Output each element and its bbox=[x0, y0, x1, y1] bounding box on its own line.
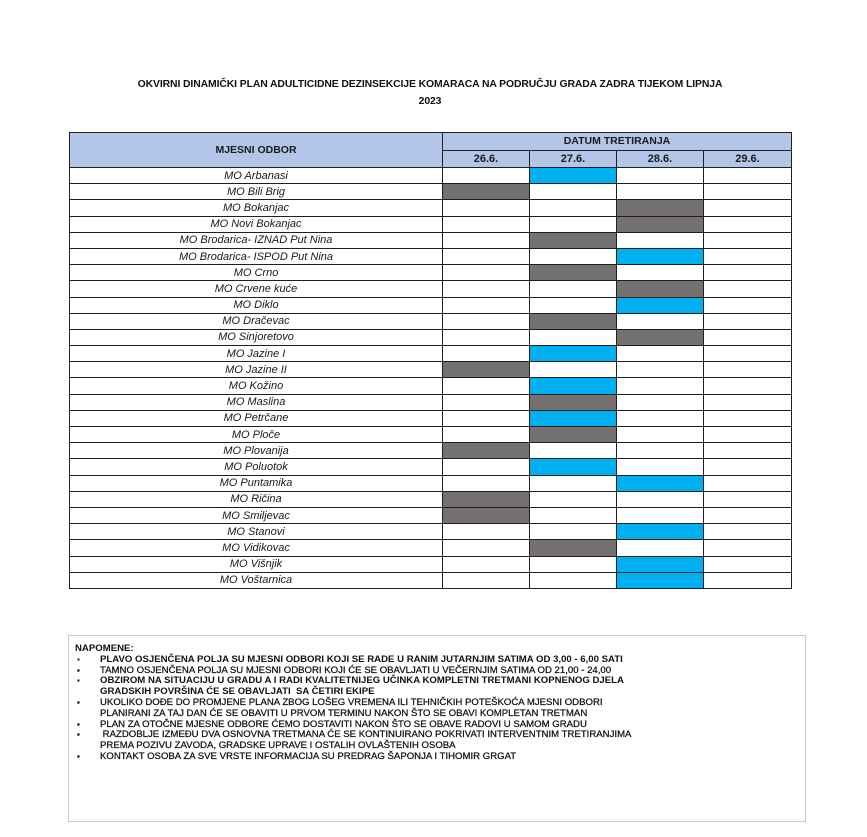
treatment-cell-empty bbox=[443, 378, 530, 394]
treatment-cell-empty bbox=[704, 410, 792, 426]
table-row bbox=[70, 200, 792, 216]
treatment-cell-empty bbox=[443, 248, 530, 264]
treatment-cell-evening bbox=[443, 507, 530, 523]
mjesni-odbor-name: MO Brodarica- ISPOD Put Nina bbox=[70, 248, 443, 264]
table-row bbox=[70, 329, 792, 345]
treatment-cell-empty bbox=[530, 524, 617, 540]
treatment-cell-empty bbox=[617, 168, 704, 184]
note-item bbox=[75, 655, 805, 666]
note-line: KONTAKT OSOBA ZA SVE VRSTE INFORMACIJA SU PREDRAG ŠAPONJA I TIHOMIR GRGAT bbox=[100, 750, 517, 762]
treatment-cell-empty bbox=[530, 329, 617, 345]
treatment-cell-empty bbox=[530, 491, 617, 507]
header-mjesni-odbor: MJESNI ODBOR bbox=[70, 133, 443, 168]
mjesni-odbor-name: MO Vidikovac bbox=[70, 540, 443, 556]
treatment-cell-empty bbox=[704, 491, 792, 507]
header-date: 29.6. bbox=[704, 150, 792, 168]
treatment-cell-morning bbox=[530, 168, 617, 184]
mjesni-odbor-name: MO Arbanasi bbox=[70, 168, 443, 184]
header-date: 28.6. bbox=[617, 150, 704, 168]
treatment-cell-morning bbox=[617, 556, 704, 572]
table-row bbox=[70, 443, 792, 459]
note-item bbox=[75, 730, 805, 752]
treatment-cell-morning bbox=[617, 248, 704, 264]
treatment-cell-evening bbox=[617, 200, 704, 216]
mjesni-odbor-name: MO Kožino bbox=[70, 378, 443, 394]
note-line: RAZDOBLJE IZMEĐU DVA OSNOVNA TRETMANA ĆE SE KONTINUIRANO POKRIVATI INTERVENTNIM TRETIRANJIMA bbox=[100, 729, 632, 741]
table-row bbox=[70, 265, 792, 281]
notes-list bbox=[75, 655, 805, 763]
treatment-cell-morning bbox=[530, 346, 617, 362]
treatment-cell-empty bbox=[443, 475, 530, 491]
treatment-cell-morning bbox=[617, 572, 704, 588]
note-line: OBZIROM NA SITUACIJU U GRADU A I RADI KVALITETNIJEG UČINKA KOMPLETNI TRETMANI KOPNENOG DJELA bbox=[100, 675, 624, 687]
mjesni-odbor-name: MO Petrčane bbox=[70, 410, 443, 426]
note-line: PLANIRANI ZA TAJ DAN ĆE SE OBAVITI U PRVOM TERMINU NAKON ŠTO SE OBAVI KOMPLETAN TRETMAN bbox=[100, 707, 588, 719]
treatment-cell-empty bbox=[704, 281, 792, 297]
treatment-cell-empty bbox=[704, 459, 792, 475]
treatment-cell-empty bbox=[530, 507, 617, 523]
treatment-cell-morning bbox=[617, 297, 704, 313]
treatment-cell-empty bbox=[704, 265, 792, 281]
treatment-cell-empty bbox=[704, 168, 792, 184]
mjesni-odbor-name: MO Višnjik bbox=[70, 556, 443, 572]
treatment-cell-empty bbox=[704, 362, 792, 378]
treatment-cell-empty bbox=[443, 313, 530, 329]
treatment-cell-empty bbox=[617, 491, 704, 507]
treatment-cell-empty bbox=[617, 427, 704, 443]
mjesni-odbor-name: MO Diklo bbox=[70, 297, 443, 313]
treatment-cell-empty bbox=[443, 168, 530, 184]
note-line: TAMNO OSJENČENA POLJA SU MJESNI ODBORI KOJI ĆE SE OBAVLJATI U VEČERNJIM SATIMA OD 21,00 - 24,00 bbox=[100, 664, 612, 676]
treatment-cell-evening bbox=[530, 540, 617, 556]
header-date: 27.6. bbox=[530, 150, 617, 168]
treatment-cell-empty bbox=[443, 394, 530, 410]
bullet-icon: ▪ bbox=[77, 730, 80, 740]
treatment-cell-empty bbox=[617, 410, 704, 426]
bullet-icon: ▪ bbox=[77, 654, 80, 664]
treatment-cell-evening bbox=[443, 443, 530, 459]
treatment-cell-empty bbox=[704, 232, 792, 248]
treatment-cell-empty bbox=[617, 232, 704, 248]
mjesni-odbor-name: MO Ričina bbox=[70, 491, 443, 507]
mjesni-odbor-name: MO Crno bbox=[70, 265, 443, 281]
treatment-cell-empty bbox=[704, 329, 792, 345]
notes-box bbox=[68, 635, 806, 822]
table-row bbox=[70, 410, 792, 426]
treatment-cell-morning bbox=[617, 475, 704, 491]
bullet-icon: ▪ bbox=[77, 665, 80, 675]
mjesni-odbor-name: MO Brodarica- IZNAD Put Nina bbox=[70, 232, 443, 248]
table-row bbox=[70, 491, 792, 507]
treatment-cell-evening bbox=[617, 329, 704, 345]
note-line: GRADSKIH POVRŠINA ĆE SE OBAVLJATI SA ČETIRI EKIPE bbox=[100, 686, 375, 698]
table-row bbox=[70, 281, 792, 297]
mjesni-odbor-name: MO Voštarnica bbox=[70, 572, 443, 588]
treatment-cell-empty bbox=[704, 540, 792, 556]
treatment-cell-empty bbox=[704, 297, 792, 313]
treatment-cell-empty bbox=[443, 329, 530, 345]
treatment-cell-evening bbox=[530, 394, 617, 410]
treatment-cell-empty bbox=[704, 427, 792, 443]
note-line: PREMA POZIVU ZAVODA, GRADSKE UPRAVE I OSTALIH OVLAŠTENIH OSOBA bbox=[100, 740, 456, 752]
mjesni-odbor-name: MO Stanovi bbox=[70, 524, 443, 540]
treatment-cell-empty bbox=[617, 394, 704, 410]
table-row bbox=[70, 184, 792, 200]
treatment-cell-empty bbox=[617, 459, 704, 475]
table-row bbox=[70, 524, 792, 540]
table-row bbox=[70, 297, 792, 313]
treatment-cell-empty bbox=[617, 184, 704, 200]
note-item bbox=[75, 752, 805, 763]
treatment-cell-empty bbox=[704, 346, 792, 362]
table-row bbox=[70, 362, 792, 378]
treatment-cell-empty bbox=[704, 216, 792, 232]
treatment-cell-evening bbox=[443, 362, 530, 378]
note-item bbox=[75, 698, 805, 720]
treatment-cell-empty bbox=[443, 281, 530, 297]
mjesni-odbor-name: MO Jazine I bbox=[70, 346, 443, 362]
treatment-cell-evening bbox=[530, 427, 617, 443]
treatment-cell-empty bbox=[530, 556, 617, 572]
treatment-cell-evening bbox=[443, 491, 530, 507]
table-row bbox=[70, 346, 792, 362]
treatment-cell-empty bbox=[704, 524, 792, 540]
mjesni-odbor-name: MO Sinjoretovo bbox=[70, 329, 443, 345]
note-line: PLAN ZA OTOČNE MJESNE ODBORE ĆEMO DOSTAVITI NAKON ŠTO SE OBAVE RADOVI U SAMOM GRADU bbox=[100, 718, 587, 730]
treatment-cell-empty bbox=[704, 572, 792, 588]
treatment-cell-empty bbox=[617, 540, 704, 556]
table-row bbox=[70, 378, 792, 394]
table-row bbox=[70, 313, 792, 329]
table-row bbox=[70, 216, 792, 232]
treatment-cell-morning bbox=[617, 524, 704, 540]
treatment-cell-evening bbox=[530, 313, 617, 329]
treatment-cell-empty bbox=[617, 313, 704, 329]
treatment-cell-empty bbox=[704, 248, 792, 264]
table-row bbox=[70, 168, 792, 184]
treatment-cell-empty bbox=[617, 443, 704, 459]
treatment-cell-empty bbox=[530, 443, 617, 459]
treatment-cell-empty bbox=[530, 184, 617, 200]
table-row bbox=[70, 232, 792, 248]
treatment-cell-empty bbox=[704, 394, 792, 410]
document-title bbox=[60, 76, 800, 110]
treatment-cell-empty bbox=[530, 572, 617, 588]
mjesni-odbor-name: MO Crvene kuće bbox=[70, 281, 443, 297]
note-line: PLAVO OSJENČENA POLJA SU MJESNI ODBORI KOJI SE RADE U RANIM JUTARNJIM SATIMA OD 3,00 - 6,00 SATI bbox=[100, 653, 623, 665]
treatment-cell-empty bbox=[704, 443, 792, 459]
treatment-schedule-table bbox=[69, 132, 792, 589]
mjesni-odbor-name: MO Puntamika bbox=[70, 475, 443, 491]
bullet-icon: ▪ bbox=[77, 676, 80, 686]
table-row bbox=[70, 507, 792, 523]
treatment-cell-empty bbox=[443, 459, 530, 475]
notes-heading: NAPOMENE: bbox=[75, 643, 134, 654]
treatment-cell-empty bbox=[704, 200, 792, 216]
table-row bbox=[70, 394, 792, 410]
table-row bbox=[70, 540, 792, 556]
table-row bbox=[70, 459, 792, 475]
mjesni-odbor-name: MO Dračevac bbox=[70, 313, 443, 329]
treatment-cell-empty bbox=[443, 524, 530, 540]
treatment-cell-empty bbox=[443, 540, 530, 556]
mjesni-odbor-name: MO Jazine II bbox=[70, 362, 443, 378]
treatment-cell-empty bbox=[530, 216, 617, 232]
table-row bbox=[70, 572, 792, 588]
treatment-cell-empty bbox=[617, 507, 704, 523]
treatment-cell-empty bbox=[443, 410, 530, 426]
mjesni-odbor-name: MO Maslina bbox=[70, 394, 443, 410]
treatment-cell-empty bbox=[704, 507, 792, 523]
treatment-cell-empty bbox=[617, 362, 704, 378]
treatment-cell-empty bbox=[530, 200, 617, 216]
mjesni-odbor-name: MO Smiljevac bbox=[70, 507, 443, 523]
treatment-cell-empty bbox=[530, 475, 617, 491]
treatment-cell-empty bbox=[704, 313, 792, 329]
table-row bbox=[70, 556, 792, 572]
treatment-cell-empty bbox=[704, 378, 792, 394]
treatment-cell-empty bbox=[530, 248, 617, 264]
treatment-cell-empty bbox=[617, 265, 704, 281]
treatment-cell-empty bbox=[617, 346, 704, 362]
treatment-cell-empty bbox=[704, 556, 792, 572]
treatment-cell-empty bbox=[443, 265, 530, 281]
mjesni-odbor-name: MO Novi Bokanjac bbox=[70, 216, 443, 232]
header-date: 26.6. bbox=[443, 150, 530, 168]
treatment-cell-empty bbox=[530, 281, 617, 297]
treatment-cell-empty bbox=[443, 346, 530, 362]
treatment-cell-morning bbox=[530, 378, 617, 394]
note-line: UKOLIKO DOĐE DO PROMJENE PLANA ZBOG LOŠEG VREMENA ILI TEHNIČKIH POTEŠKOĆA MJESNI ODBORI bbox=[100, 696, 603, 708]
treatment-cell-empty bbox=[443, 572, 530, 588]
note-item bbox=[75, 676, 805, 698]
treatment-cell-empty bbox=[443, 216, 530, 232]
treatment-cell-empty bbox=[530, 362, 617, 378]
treatment-cell-evening bbox=[617, 281, 704, 297]
mjesni-odbor-name: MO Poluotok bbox=[70, 459, 443, 475]
treatment-cell-empty bbox=[704, 475, 792, 491]
title-line-2: 2023 bbox=[418, 96, 442, 107]
treatment-cell-morning bbox=[530, 410, 617, 426]
mjesni-odbor-name: MO Plovanija bbox=[70, 443, 443, 459]
table-row bbox=[70, 475, 792, 491]
bullet-icon: ▪ bbox=[77, 719, 80, 729]
treatment-cell-empty bbox=[704, 184, 792, 200]
treatment-cell-evening bbox=[530, 265, 617, 281]
title-line-1: OKVIRNI DINAMIČKI PLAN ADULTICIDNE DEZINSEKCIJE KOMARACA NA PODRUČJU GRADA ZADRA TIJEKOM LIPNJA bbox=[137, 79, 723, 90]
mjesni-odbor-name: MO Bokanjac bbox=[70, 200, 443, 216]
treatment-cell-empty bbox=[443, 200, 530, 216]
table-row bbox=[70, 427, 792, 443]
header-datum-tretiranja: DATUM TRETIRANJA bbox=[443, 133, 792, 151]
treatment-cell-empty bbox=[443, 427, 530, 443]
treatment-cell-morning bbox=[530, 459, 617, 475]
treatment-cell-evening bbox=[617, 216, 704, 232]
schedule-body bbox=[70, 168, 792, 589]
mjesni-odbor-name: MO Ploče bbox=[70, 427, 443, 443]
treatment-cell-empty bbox=[443, 297, 530, 313]
treatment-cell-evening bbox=[443, 184, 530, 200]
bullet-icon: ▪ bbox=[77, 751, 80, 761]
treatment-cell-evening bbox=[530, 232, 617, 248]
mjesni-odbor-name: MO Bili Brig bbox=[70, 184, 443, 200]
treatment-cell-empty bbox=[443, 232, 530, 248]
treatment-cell-empty bbox=[443, 556, 530, 572]
treatment-cell-empty bbox=[530, 297, 617, 313]
table-row bbox=[70, 248, 792, 264]
bullet-icon: ▪ bbox=[77, 697, 80, 707]
treatment-cell-empty bbox=[617, 378, 704, 394]
